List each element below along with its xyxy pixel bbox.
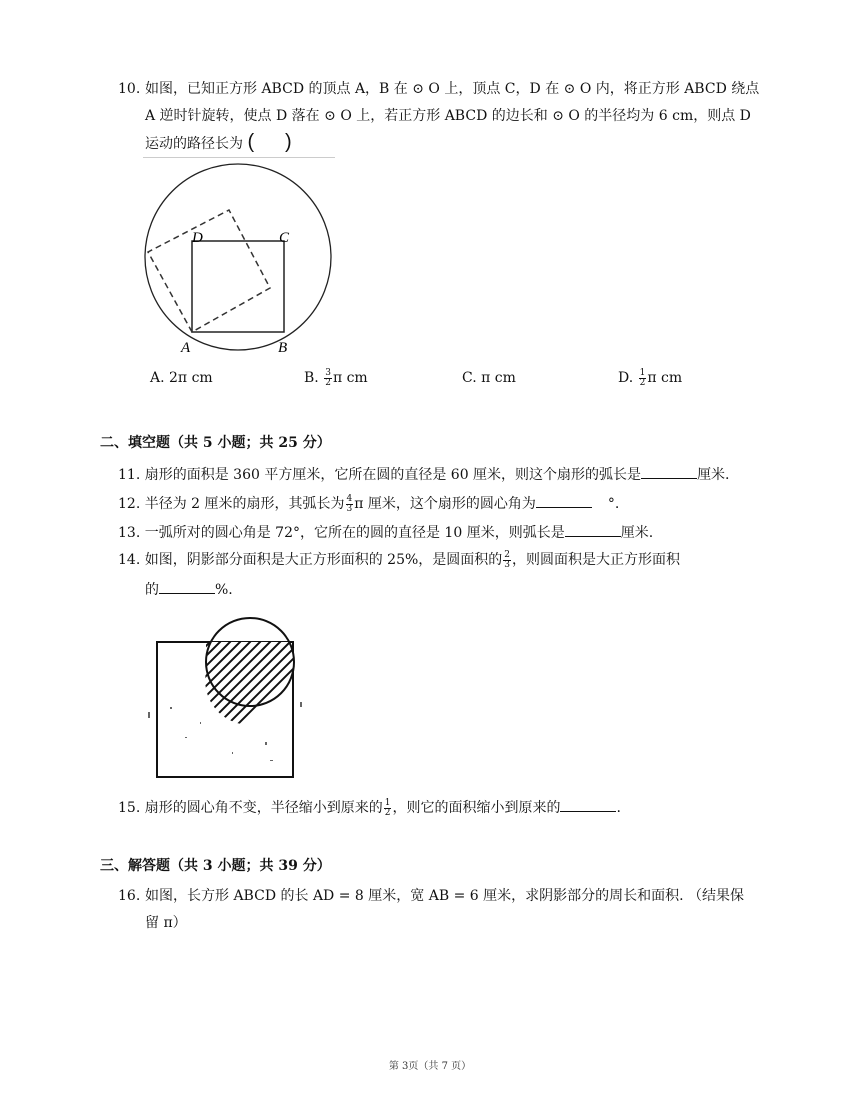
q12-frac-den: 3 xyxy=(346,503,353,514)
q12-number: 12. xyxy=(118,496,141,512)
page-footer: 第 3页（共 7 页） xyxy=(388,1061,472,1072)
rotated-square-dashed xyxy=(148,210,270,332)
q12-fraction xyxy=(346,495,354,514)
option-c[interactable] xyxy=(462,368,516,388)
q10-line-1: 如图，已知正方形 ABCD 的顶点 A，B 在 ⊙ O 上，顶点 C，D 在 ⊙ O 内，将正方形 ABCD 绕点 xyxy=(145,81,760,97)
option-b-den: 2 xyxy=(325,377,331,388)
q14-text-b: ，则圆面积是大正方形面积 xyxy=(512,552,681,568)
q13-answer-blank[interactable] xyxy=(565,522,621,537)
option-d[interactable] xyxy=(618,368,682,388)
answer-paren-close: ) xyxy=(285,131,292,153)
q14-line-2 xyxy=(145,579,233,600)
label-d: D xyxy=(192,230,203,246)
section-2-title: 二、填空题（共 5 小题；共 25 分） xyxy=(100,435,331,451)
label-a: A xyxy=(181,340,191,356)
option-a-prefix: A. xyxy=(150,370,170,386)
q15-frac-den: 2 xyxy=(384,807,391,818)
square-abcd xyxy=(192,241,284,332)
section-3-title: 三、解答题（共 3 小题；共 39 分） xyxy=(100,858,331,874)
q16-line-1: 如图，长方形 ABCD 的长 AD = 8 厘米，宽 AB = 6 厘米，求阴影部分的周长和面积. （结果保 xyxy=(145,888,745,904)
q14-figure xyxy=(140,612,330,782)
q14-frac-den: 3 xyxy=(504,559,511,570)
option-a-text: 2π cm xyxy=(169,370,213,386)
divider xyxy=(143,157,335,158)
q13-after: 厘米. xyxy=(620,525,654,541)
q12-frac-num: 4 xyxy=(346,493,353,504)
q14-after: %. xyxy=(215,582,233,598)
label-b: B xyxy=(278,340,288,356)
q15-answer-blank[interactable] xyxy=(560,797,616,812)
q15-text-b: ，则它的面积缩小到原来的 xyxy=(392,800,561,816)
q12-answer-blank[interactable] xyxy=(536,493,592,508)
option-c-prefix: C. xyxy=(462,370,482,386)
q13-text: 一弧所对的圆心角是 72°，它所在的圆的直径是 10 厘米，则弧长是 xyxy=(144,525,565,541)
q10-line-3-text: 运动的路径长为 xyxy=(145,136,243,152)
q10-figure xyxy=(140,160,340,360)
q13 xyxy=(118,522,653,543)
q11-number: 11. xyxy=(118,467,141,483)
q11-answer-blank[interactable] xyxy=(641,464,697,479)
option-b-prefix: B. xyxy=(304,370,324,386)
option-c-text: π cm xyxy=(481,370,516,386)
q15 xyxy=(118,797,621,818)
option-d-text: π cm xyxy=(647,370,683,386)
q11-text: 扇形的面积是 360 平方厘米，它所在圆的直径是 60 厘米，则这个扇形的弧长是 xyxy=(144,467,642,483)
q14-answer-blank[interactable] xyxy=(159,579,215,594)
q15-after: . xyxy=(616,800,621,816)
q16-line-2: 留 π） xyxy=(145,915,187,931)
q12-text-b: π 厘米，这个扇形的圆心角为 xyxy=(354,496,536,512)
q12 xyxy=(118,493,619,514)
q11-after: 厘米. xyxy=(697,467,730,483)
q15-text-a: 扇形的圆心角不变，半径缩小到原来的 xyxy=(144,800,383,816)
q12-text-a: 半径为 2 厘米的扇形，其弧长为 xyxy=(144,496,345,512)
q15-frac-num: 1 xyxy=(384,797,391,808)
q14-line-2-text: 的 xyxy=(145,582,159,598)
q14-text-a: 如图，阴影部分面积是大正方形面积的 25%，是圆面积的 xyxy=(144,552,503,568)
option-d-prefix: D. xyxy=(618,370,638,386)
q13-number: 13. xyxy=(118,525,141,541)
option-d-num: 1 xyxy=(639,367,646,378)
q14-number: 14. xyxy=(118,552,141,568)
circle-o xyxy=(145,164,331,350)
option-b-num: 3 xyxy=(325,367,331,378)
q11 xyxy=(118,464,730,485)
q14-fraction xyxy=(503,551,511,570)
label-c: C xyxy=(279,230,290,246)
q14-frac-num: 2 xyxy=(504,549,511,560)
q10-number: 10. xyxy=(118,81,141,97)
answer-paren-open: ( xyxy=(247,131,255,153)
option-b-text: π cm xyxy=(332,370,368,386)
q16-number: 16. xyxy=(118,888,141,904)
option-b[interactable] xyxy=(304,368,368,388)
shaded-region xyxy=(140,612,330,742)
option-d-fraction xyxy=(639,369,647,388)
q15-fraction xyxy=(384,799,392,818)
q15-number: 15. xyxy=(118,800,141,816)
q10-line-2: A 逆时针旋转，使点 D 落在 ⊙ O 上，若正方形 ABCD 的边长和 ⊙ O 的半径均为 6 cm，则点 D xyxy=(145,108,751,124)
option-a[interactable] xyxy=(150,368,213,388)
q14-line-1 xyxy=(118,550,680,570)
q12-after: °. xyxy=(607,496,620,512)
option-b-fraction xyxy=(324,369,332,388)
option-d-den: 2 xyxy=(639,377,646,388)
q10-line-3 xyxy=(145,132,292,154)
scan-specks xyxy=(148,702,302,761)
